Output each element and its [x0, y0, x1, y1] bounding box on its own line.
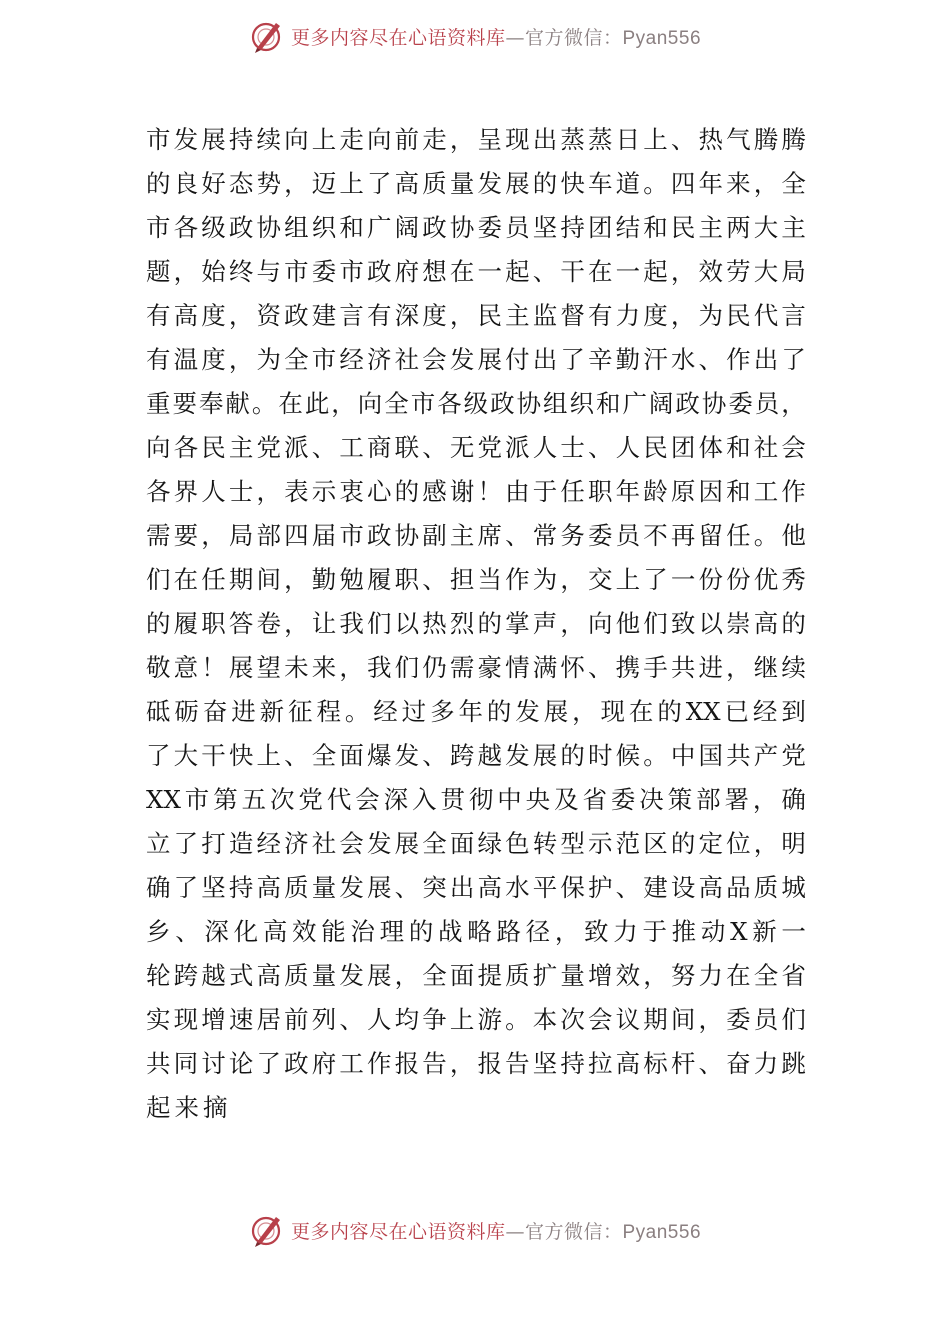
body-line: 的 履 职 答 卷 ， 让 我 们 以 热 烈 的 掌 声 ， 向 他 们 致 以 崇 高 的	[146, 609, 806, 638]
body-line: 题 ， 始 终 与 市 委 市 政 府 想 在 一 起 、 干 在 一 起 ， 效 劳 大 局	[146, 257, 806, 286]
body-line: 有 高 度 ， 资 政 建 言 有 深 度 ， 民 主 监 督 有 力 度 ， 为 民 代 言	[146, 301, 806, 330]
body-line: 们 在 任 期 间 ， 勤 勉 履 职 、 担 当 作 为 ， 交 上 了 一 份 份 优 秀	[146, 565, 806, 594]
body-line: 乡 、 深 化 高 效 能 治 理 的 战 略 路 径 ， 致 力 于 推 动 X 新 一	[146, 917, 806, 946]
body-line: 砥 砺 奋 进 新 征 程 。 经 过 多 年 的 发 展 ， 现 在 的 XX 已 经 到	[146, 697, 806, 726]
pen-logo-icon	[249, 1212, 285, 1248]
footer-promo-text	[291, 1217, 701, 1244]
header-dash: —	[505, 26, 525, 49]
document-body	[146, 118, 806, 1130]
body-line: 了 大 干 快 上 、 全 面 爆 发 、 跨 越 发 展 的 时 候 。 中 国 共 产 党	[146, 741, 806, 770]
header-wechat-id: Pyan556	[622, 27, 702, 49]
body-line: 有 温 度 ， 为 全 市 经 济 社 会 发 展 付 出 了 辛 勤 汗 水 、 作 出 了	[146, 345, 806, 374]
body-line: 敬 意 ！ 展 望 未 来 ， 我 们 仍 需 豪 情 满 怀 、 携 手 共 进 ， 继 续	[146, 653, 806, 682]
body-line: 市 各 级 政 协 组 织 和 广 阔 政 协 委 员 坚 持 团 结 和 民 主 两 大 主	[146, 213, 806, 242]
header-banner	[0, 12, 950, 60]
body-line: 需 要 ， 局 部 四 届 市 政 协 副 主 席 、 常 务 委 员 不 再 留 任 。 他	[146, 521, 806, 550]
body-line: 向 各 民 主 党 派 、 工 商 联 、 无 党 派 人 士 、 人 民 团 体 和 社 会	[146, 433, 806, 462]
footer-banner	[0, 1206, 950, 1254]
body-line: 的 良 好 态 势 ， 迈 上 了 高 质 量 发 展 的 快 车 道 。 四 年 来 ， 全	[146, 169, 806, 198]
body-line: 确 了 坚 持 高 质 量 发 展 、 突 出 高 水 平 保 护 、 建 设 高 品 质 城	[146, 873, 806, 902]
body-line: 重 要 奉 献 。 在 此 ， 向 全 市 各 级 政 协 组 织 和 广 阔 政 协 委 员 ，	[146, 389, 806, 418]
body-line: 市 发 展 持 续 向 上 走 向 前 走 ， 呈 现 出 蒸 蒸 日 上 、 热 气 腾 腾	[146, 125, 806, 154]
body-line: 起来摘	[146, 1093, 232, 1122]
footer-promo-title: 更多内容尽在心语资料库	[290, 1220, 506, 1243]
body-line: 实 现 增 速 居 前 列 、 人 均 争 上 游 。 本 次 会 议 期 间 ， 委 员 们	[146, 1005, 806, 1034]
body-line: 各 界 人 士 ， 表 示 衷 心 的 感 谢 ！ 由 于 任 职 年 龄 原 因 和 工 作	[146, 477, 806, 506]
footer-dash: —	[505, 1220, 525, 1243]
header-promo-text	[291, 23, 701, 50]
footer-wechat-id: Pyan556	[622, 1221, 702, 1243]
footer-official-label: 官方微信：	[524, 1220, 623, 1243]
header-promo-title: 更多内容尽在心语资料库	[290, 26, 506, 49]
header-official-label: 官方微信：	[524, 26, 623, 49]
body-line: 立 了 打 造 经 济 社 会 发 展 全 面 绿 色 转 型 示 范 区 的 定 位 ， 明	[146, 829, 806, 858]
pen-logo-icon	[249, 18, 285, 54]
body-line: XX 市 第 五 次 党 代 会 深 入 贯 彻 中 央 及 省 委 决 策 部 署 ， 确	[146, 785, 806, 814]
body-line: 轮 跨 越 式 高 质 量 发 展 ， 全 面 提 质 扩 量 增 效 ， 努 力 在 全 省	[146, 961, 806, 990]
body-line: 共 同 讨 论 了 政 府 工 作 报 告 ， 报 告 坚 持 拉 高 标 杆 、 奋 力 跳	[146, 1049, 806, 1078]
